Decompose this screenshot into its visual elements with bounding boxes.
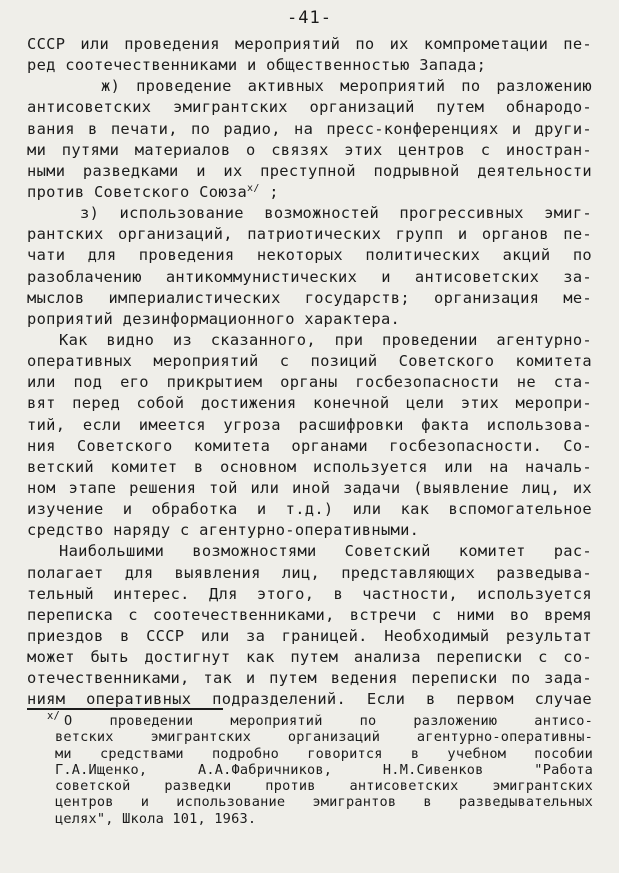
text-line: ными разведками и их преступной подрывной деятельности — [27, 161, 592, 180]
text-line: тельный интерес. Для этого, в частности, используется — [27, 584, 592, 603]
text-line: ж) проведение активных мероприятий по разложению — [101, 77, 592, 96]
text-line: полагает для выявления лиц, представляющих разведыва- — [27, 563, 592, 582]
text-line: з) использование возможностей прогрессивных эмиг- — [80, 204, 592, 223]
text-line: ния Советского комитета органами госбезопасности. Со- — [27, 436, 592, 455]
text-line: Как видно из сказанного, при проведении агентурно- — [59, 330, 592, 349]
text-line: антисоветских эмигрантских организаций путем обнародо- — [27, 98, 592, 117]
text-line-with-footnote-ref — [27, 182, 592, 203]
text-line: изучение и обработка и т.д.) или как вспомогательное — [27, 500, 592, 519]
text-line: ми путями материалов о связях этих центров с иностран- — [27, 140, 592, 159]
footnote-line — [27, 710, 593, 729]
body-text — [27, 34, 592, 711]
footnote-line: ветских эмигрантских организаций агентурно-оперативны- — [55, 729, 593, 746]
text-fragment: ; — [259, 182, 279, 201]
text-line: разоблачению антикоммунистических и антисоветских за- — [27, 267, 592, 286]
footnote-reference: x/ — [247, 182, 260, 194]
text-line: оперативных мероприятий с позиций Советского комитета — [27, 352, 592, 371]
text-line: чати для проведения некоторых политических акций по — [27, 246, 592, 265]
text-line: приездов в СССР или за границей. Необходимый результат — [27, 626, 592, 645]
text-line: отечественниками, так и путем ведения переписки по зада- — [27, 669, 592, 688]
text-line: роприятий дезинформационного характера. — [27, 309, 401, 328]
text-fragment: против Советского Союза — [27, 182, 248, 201]
text-line: вания в печати, по радио, на пресс-конференциях и други- — [27, 119, 592, 138]
footnote — [47, 710, 593, 827]
text-line: мыслов империалистических государств; организация ме- — [27, 288, 592, 307]
page-number: -41- — [287, 8, 332, 28]
footnote-text: О проведении мероприятий по разложению антисо- — [64, 713, 593, 729]
text-line: ветский комитет в основном используется или на началь- — [27, 457, 592, 476]
footnote-line: целях", Школа 101, 1963. — [55, 810, 257, 827]
text-line: тий, если имеется угроза расшифровки факта использова- — [27, 415, 592, 434]
text-line: ном этапе решения той или иной задачи (выявление лиц, их — [27, 478, 592, 497]
footnote-marker: x/ — [47, 710, 61, 723]
text-line: ниям оперативных подразделений. Если в первом случае — [27, 690, 592, 709]
text-line: Наибольшими возможностями Советский комитет рас- — [59, 542, 592, 561]
text-line: рантских организаций, патриотических групп и органов пе- — [27, 225, 592, 244]
footnote-line: советской разведки против антисоветских эмигрантских — [55, 778, 593, 795]
text-line: или под его прикрытием органы госбезопасности не ста- — [27, 373, 592, 392]
text-line: переписка с соотечественниками, встречи с ними во время — [27, 605, 592, 624]
text-line: вят перед собой достижения конечной цели этих меропри- — [27, 394, 592, 413]
footnote-line: центров и использование эмигрантов в разведывательных — [55, 794, 593, 811]
text-line: СССР или проведения мероприятий по их компрометации пе- — [27, 35, 592, 53]
text-line: может быть достигнут как путем анализа переписки с со- — [27, 648, 592, 667]
text-line: средство наряду с агентурно-оперативными. — [27, 521, 420, 540]
text-line: ред соотечественниками и общественностью Запада; — [27, 56, 487, 75]
footnote-line: Г.А.Ищенко, А.А.Фабричников, Н.М.Сивенков "Работа — [55, 761, 593, 778]
footnote-line: ми средствами подробно говорится в учебном пособии — [55, 745, 593, 762]
